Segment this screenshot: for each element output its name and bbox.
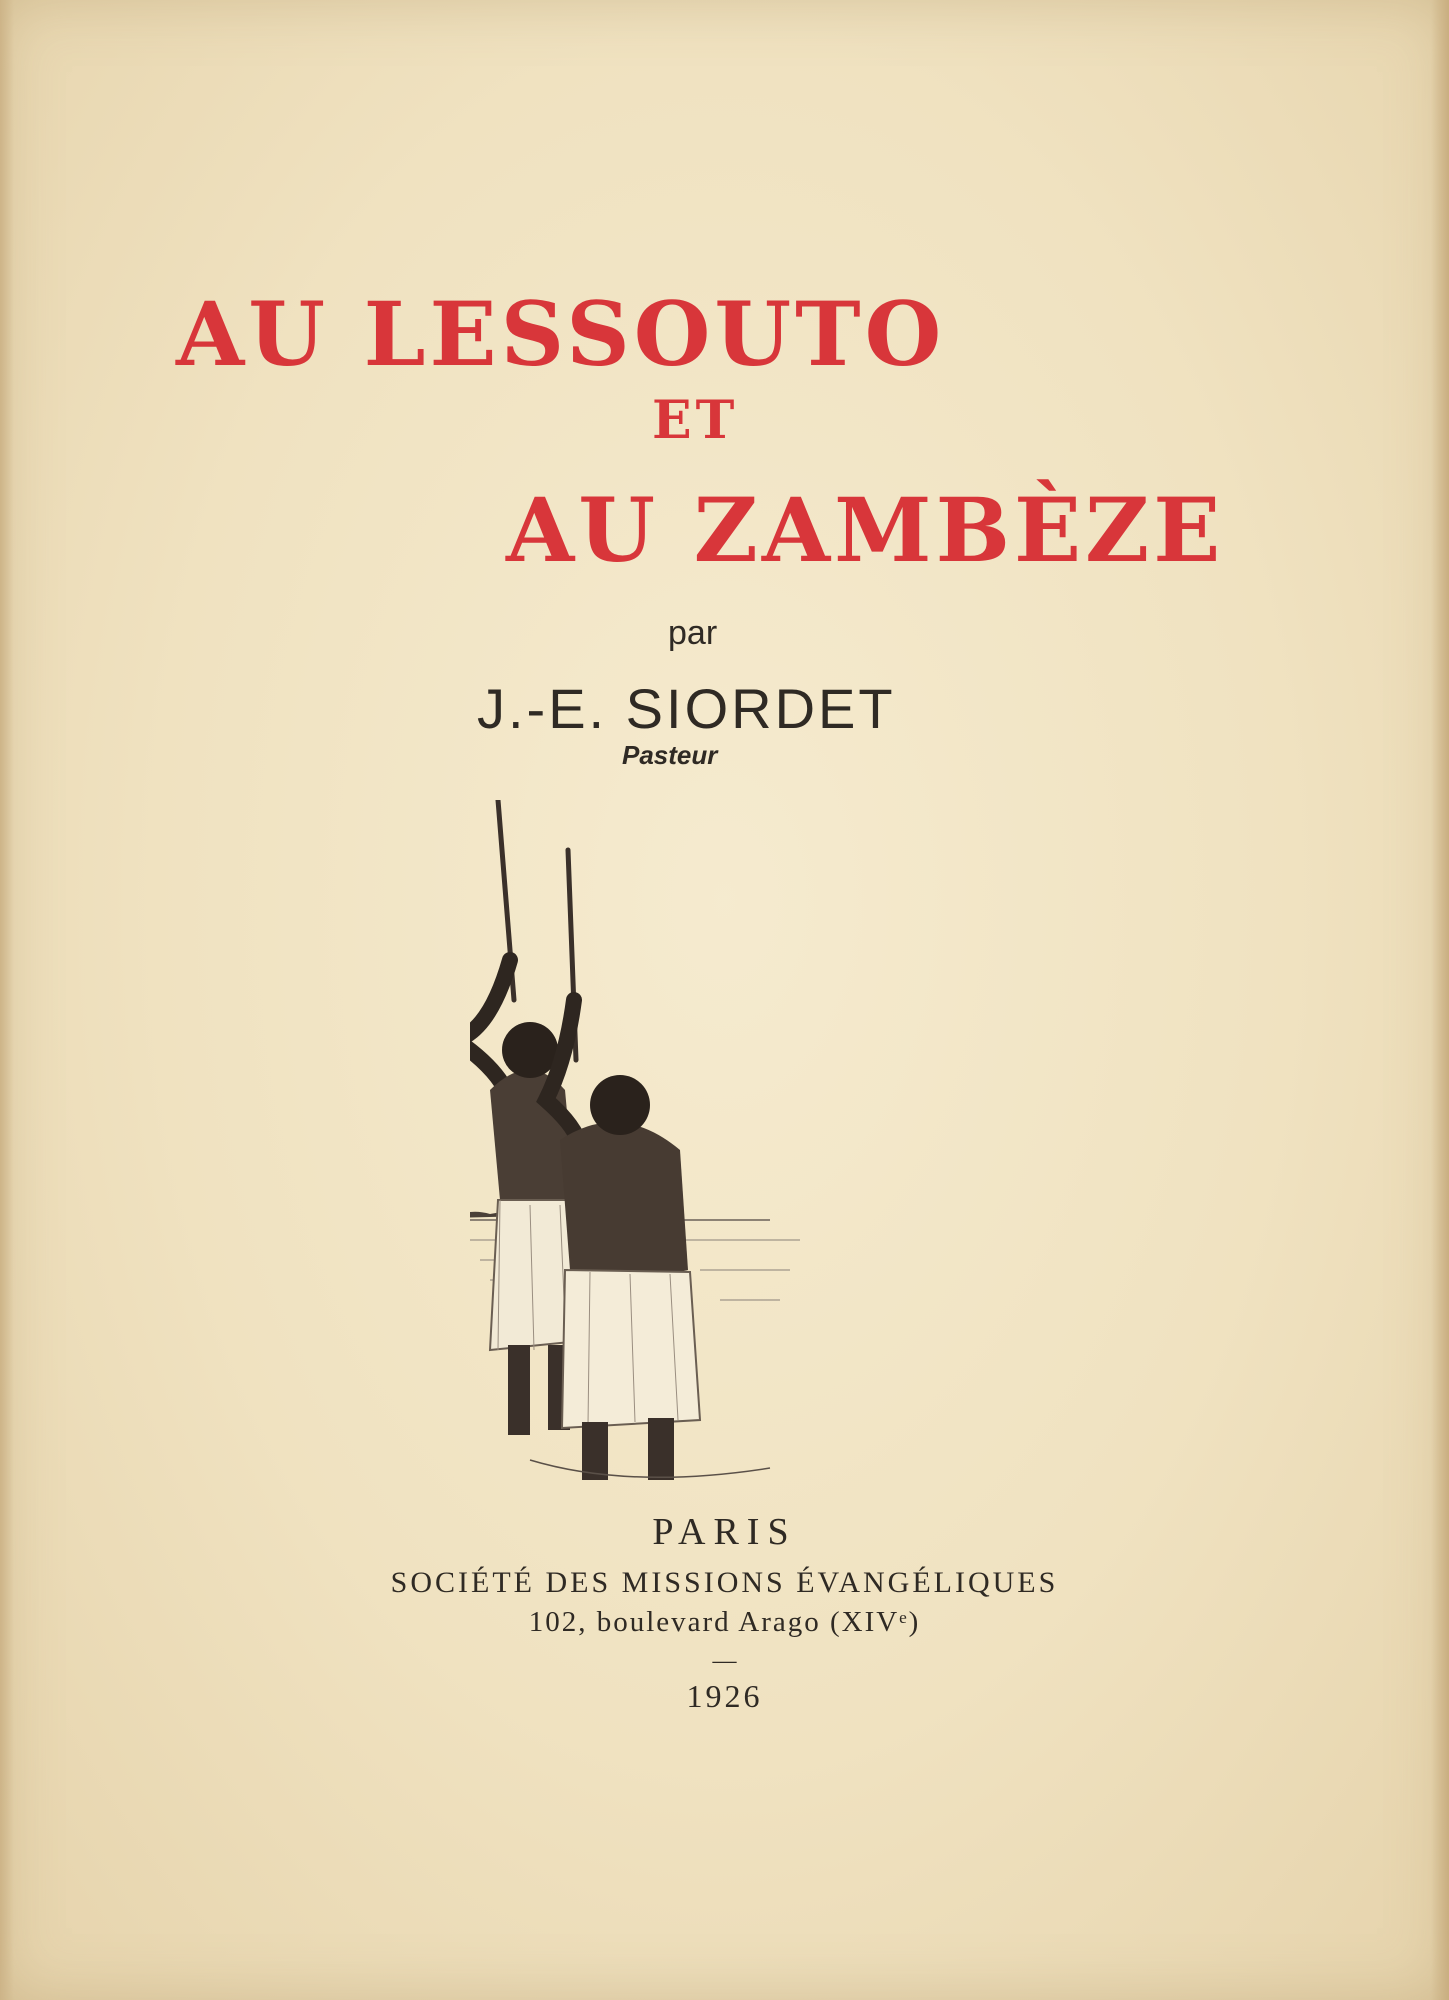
title-line-3: AU ZAMBÈZE bbox=[506, 478, 1225, 582]
publication-year: 1926 bbox=[686, 1678, 763, 1714]
separator: — bbox=[712, 1648, 737, 1674]
publication-city: PARIS bbox=[652, 1511, 797, 1553]
title-line-1: AU LESSOUTO bbox=[176, 282, 946, 386]
title-line-2: ET bbox=[652, 390, 739, 451]
publisher-address: 102, boulevard Arago (XIVᵉ) bbox=[528, 1606, 921, 1638]
two-men-with-poles-illustration bbox=[470, 800, 830, 1480]
by-label: par bbox=[668, 614, 718, 652]
author-title: Pasteur bbox=[622, 740, 718, 770]
author-name: J.-E. SIORDET bbox=[477, 677, 896, 740]
publisher-name: SOCIÉTÉ DES MISSIONS ÉVANGÉLIQUES bbox=[390, 1566, 1059, 1599]
